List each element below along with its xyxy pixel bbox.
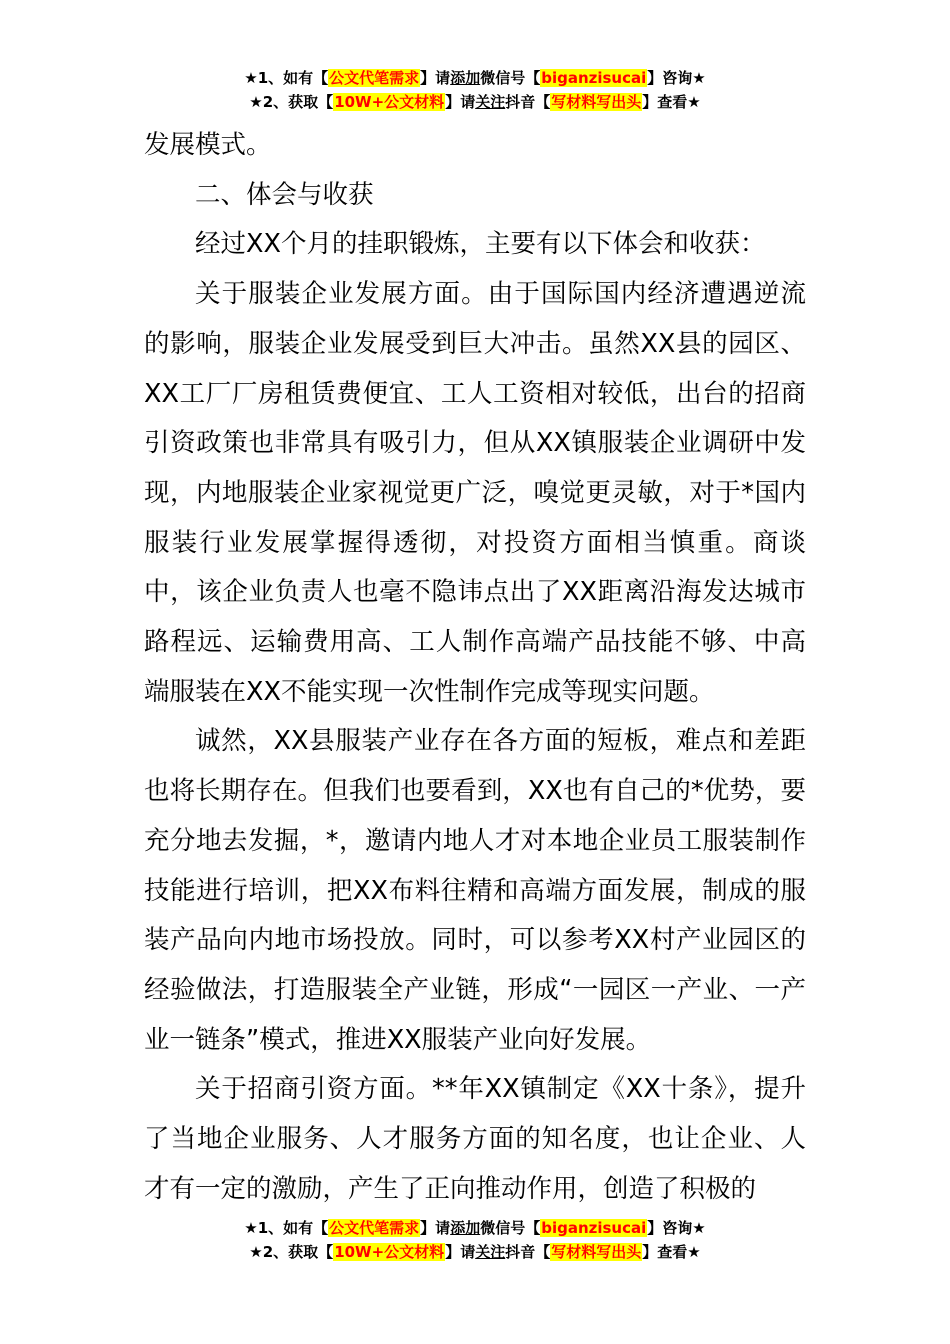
banner-text: 】查看★ <box>642 1243 701 1261</box>
banner-text: 】请 <box>420 1219 451 1237</box>
banner-highlight: 10W+公文材料 <box>334 93 445 111</box>
header-banner-line-1 <box>0 66 950 90</box>
banner-underline: 添加 <box>450 1219 481 1237</box>
paragraph: 关于招商引资方面。**年XX镇制定《XX十条》，提升了当地企业服务、人才服务方面的知名度，也让企业、人才有一定的激励，产生了正向推动作用，创造了积极的 <box>144 1074 806 1204</box>
banner-underline: 关注 <box>475 93 506 111</box>
banner-text: 抖音【 <box>505 1243 551 1261</box>
footer-banner <box>0 1216 950 1264</box>
banner-underline: 添加 <box>450 69 481 87</box>
banner-text: 微信号【 <box>480 1219 541 1237</box>
header-banner-line-2 <box>0 90 950 114</box>
banner-text: 】查看★ <box>642 93 701 111</box>
banner-text: ★2、获取【 <box>249 1243 334 1261</box>
banner-highlight: 10W+公文材料 <box>334 1243 445 1261</box>
banner-text: 】请 <box>420 69 451 87</box>
banner-text: 】请 <box>445 93 476 111</box>
banner-text: ★1、如有【 <box>244 1219 329 1237</box>
banner-text: ★1、如有【 <box>244 69 329 87</box>
section-heading: 二、体会与收获 <box>195 179 374 210</box>
banner-text: ★2、获取【 <box>249 93 334 111</box>
banner-text: 】咨询★ <box>647 69 706 87</box>
document-body <box>144 121 806 1214</box>
banner-highlight: 写材料写出头 <box>551 93 642 111</box>
banner-highlight: 公文代笔需求 <box>329 1219 420 1237</box>
footer-banner-line-2 <box>0 1240 950 1264</box>
paragraph: 关于服装企业发展方面。由于国际国内经济遭遇逆流的影响，服装企业发展受到巨大冲击。虽然XX县的园区、XX工厂厂房租赁费便宜、工人工资相对较低，出台的招商引资政策也非常具有吸引力，但从XX镇服装企业调研中发现，内地服装企业家视觉更广泛，嗅觉更灵敏，对于*国内服装行业发展掌握得透彻，对投资方面相当慎重。商谈中，该企业负责人也毫不隐讳点出了XX距离沿海发达城市路程远、运输费用高、工人制作高端产品技能不够、中高端服装在XX不能实现一次性制作完成等现实问题。 <box>144 279 806 707</box>
paragraph: 经过XX个月的挂职锻炼，主要有以下体会和收获： <box>195 229 766 260</box>
banner-highlight: 写材料写出头 <box>551 1243 642 1261</box>
banner-highlight: biganzisucai <box>541 69 647 87</box>
header-banner <box>0 66 950 114</box>
banner-text: 抖音【 <box>505 93 551 111</box>
banner-text: 】请 <box>445 1243 476 1261</box>
paragraph: 诚然，XX县服装产业存在各方面的短板，难点和差距也将长期存在。但我们也要看到，XX也有自己的*优势，要充分地去发掘，*，邀请内地人才对本地企业员工服装制作技能进行培训，把XX布料往精和高端方面发展，制成的服装产品向内地市场投放。同时，可以参考XX村产业园区的经验做法，打造服装全产业链，形成“一园区一产业、一产业一链条”模式，推进XX服装产业向好发展。 <box>144 726 806 1055</box>
banner-highlight: biganzisucai <box>541 1219 647 1237</box>
footer-banner-line-1 <box>0 1216 950 1240</box>
banner-text: 】咨询★ <box>647 1219 706 1237</box>
banner-text: 微信号【 <box>480 69 541 87</box>
banner-underline: 关注 <box>475 1243 506 1261</box>
banner-highlight: 公文代笔需求 <box>329 69 420 87</box>
paragraph-continuation: 发展模式。 <box>144 130 272 160</box>
